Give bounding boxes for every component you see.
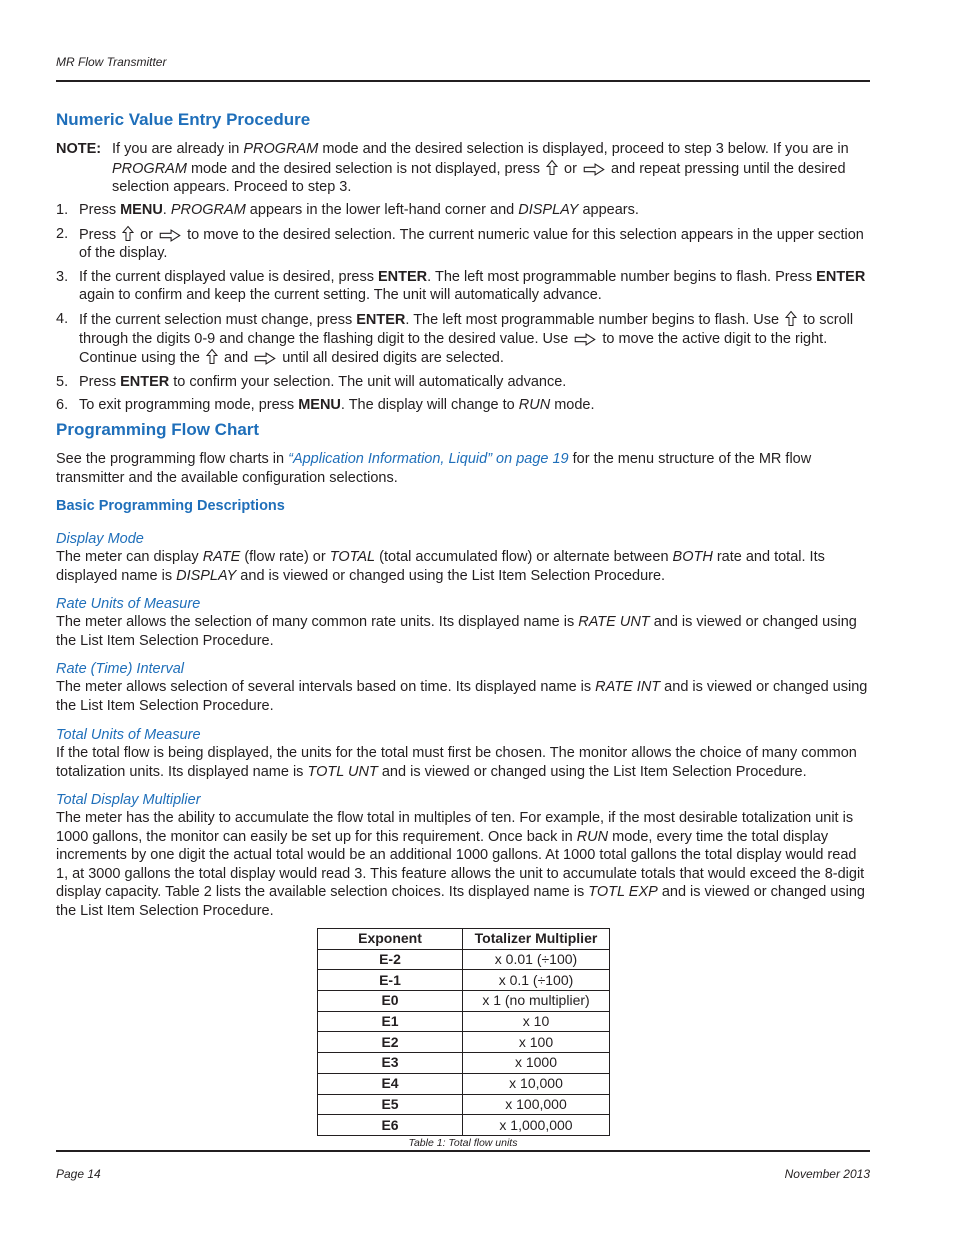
table-row [318, 1115, 610, 1136]
table-row [318, 1094, 610, 1115]
list-item: 5. Press ENTER to confirm your selection. The unit will automatically advance. [56, 373, 567, 390]
total-units-section [56, 726, 872, 781]
section-numeric-entry [56, 110, 872, 130]
page-number: Page 14 [56, 1167, 101, 1181]
multiplier-cell: x 100 [463, 1032, 610, 1053]
up-arrow-icon [122, 225, 134, 242]
column-header: Totalizer Multiplier [463, 929, 610, 950]
item-title: Rate (Time) Interval [56, 661, 184, 677]
multiplier-cell: x 0.01 (÷100) [463, 949, 610, 970]
multiplier-cell: x 100,000 [463, 1094, 610, 1115]
section-heading: Numeric Value Entry Procedure [56, 110, 311, 129]
item-title: Total Display Multiplier [56, 792, 201, 808]
note-label: NOTE: [56, 141, 102, 157]
exponent-cell: E6 [318, 1115, 463, 1136]
list-item: 3. If the current displayed value is desired, press ENTER. The left most programmable number begins to flash. Press ENTER again to confirm and keep the current setting. The unit will automatically advance. [56, 268, 866, 304]
table-row [318, 1032, 610, 1053]
multiplier-cell: x 10 [463, 1011, 610, 1032]
multiplier-cell: x 1000 [463, 1053, 610, 1074]
paragraph: If the total flow is being displayed, the units for the total must first be chosen. The monitor allows the choice of many common totalization units. Its displayed name is TOTL UNT and is viewed or changed using the List Item Selection Procedure. [56, 745, 857, 780]
up-arrow-icon [785, 310, 797, 327]
note-text: If you are already in PROGRAM mode and the desired selection is displayed, proceed to step 3 below. If you are in PROGRAM mode and the desired selection is not displayed, press or and repeat pressing until the desired selection appears. Proceed to step 3. [112, 141, 849, 196]
right-arrow-icon [159, 229, 181, 242]
list-item: 6. To exit programming mode, press MENU. The display will change to RUN mode. [56, 397, 595, 414]
multiplier-cell: x 10,000 [463, 1073, 610, 1094]
running-header: MR Flow Transmitter [56, 55, 167, 69]
header-rule [56, 80, 870, 82]
table-row [318, 1011, 610, 1032]
table-row [318, 1073, 610, 1094]
exponent-cell: E4 [318, 1073, 463, 1094]
table-header-row [318, 929, 610, 950]
list-item: 1. Press MENU. PROGRAM appears in the lower left-hand corner and DISPLAY appears. [56, 202, 639, 218]
multiplier-cell: x 1 (no multiplier) [463, 991, 610, 1012]
paragraph: See the programming flow charts in “Application Information, Liquid” on page 19 for the menu structure of the MR flow transmitter and the available configuration selections. [56, 451, 812, 486]
steps-list [56, 201, 872, 420]
exponent-cell: E0 [318, 991, 463, 1012]
note [56, 140, 872, 197]
rate-units-section [56, 595, 872, 650]
paragraph: The meter allows the selection of many common rate units. Its displayed name is RATE UNT and is viewed or changed using the List Item Selection Procedure. [56, 614, 857, 649]
list-item: 2. Press or to move to the desired selection. The current numeric value for this selection appears in the upper section of the display. [56, 225, 864, 262]
rate-interval-section [56, 660, 872, 715]
subsection-heading: Basic Programming Descriptions [56, 498, 285, 514]
footer-rule [56, 1150, 870, 1152]
paragraph: The meter has the ability to accumulate the flow total in multiples of ten. For example, if the most desirable totalization unit is 1000 gallons, the monitor can easily be set up for this requirement. Once back in RUN mode, every time the total display increments by one digit the actual total would be an additional 1000 gallons. At 1000 total gallons the total display would read 1, at 3000 gallons the total display would read 3. This feature allows the unit to accumulate totals that would exceed the 8-digit display capacity. Table 2 lists the available selection choices. Its displayed name is TOTL EXP and is viewed or changed using the List Item Selection Procedure. [56, 810, 865, 919]
column-header: Exponent [318, 929, 463, 950]
table-row [318, 991, 610, 1012]
right-arrow-icon [574, 333, 596, 346]
table-row [318, 1053, 610, 1074]
table-row [318, 970, 610, 991]
right-arrow-icon [583, 163, 605, 176]
list-item: 4. If the current selection must change, press ENTER. The left most programmable number begins to flash. Use to scroll through the digits 0-9 and change the flashing digit to the desired value. Use to move the active digit to the right. Continue using the and until all desired digits are selected. [56, 310, 854, 367]
section-flow-chart [56, 420, 872, 440]
section-heading: Programming Flow Chart [56, 420, 260, 439]
exponent-cell: E-1 [318, 970, 463, 991]
display-mode-section [56, 530, 872, 585]
multiplier-cell: x 1,000,000 [463, 1115, 610, 1136]
exponent-cell: E3 [318, 1053, 463, 1074]
table-caption: Table 1: Total flow units [408, 1137, 518, 1149]
right-arrow-icon [254, 352, 276, 365]
paragraph: The meter allows selection of several intervals based on time. Its displayed name is RATE INT and is viewed or changed using the List Item Selection Procedure. [56, 679, 868, 714]
exponent-cell: E2 [318, 1032, 463, 1053]
item-title: Total Units of Measure [56, 727, 201, 743]
paragraph: The meter can display RATE (flow rate) or TOTAL (total accumulated flow) or alternate between BOTH rate and total. Its displayed name is DISPLAY and is viewed or changed using the List Item Selection Procedure. [56, 549, 825, 584]
exponent-cell: E1 [318, 1011, 463, 1032]
exponent-cell: E-2 [318, 949, 463, 970]
exponent-cell: E5 [318, 1094, 463, 1115]
item-title: Display Mode [56, 531, 144, 547]
item-title: Rate Units of Measure [56, 596, 201, 612]
publication-date: November 2013 [784, 1167, 870, 1181]
up-arrow-icon [206, 348, 218, 365]
total-multiplier-section [56, 791, 872, 921]
cross-reference-link[interactable]: “Application Information, Liquid” on page 19 [288, 451, 569, 467]
total-flow-units-table [317, 928, 610, 1136]
table-row [318, 949, 610, 970]
multiplier-cell: x 0.1 (÷100) [463, 970, 610, 991]
up-arrow-icon [546, 159, 558, 176]
